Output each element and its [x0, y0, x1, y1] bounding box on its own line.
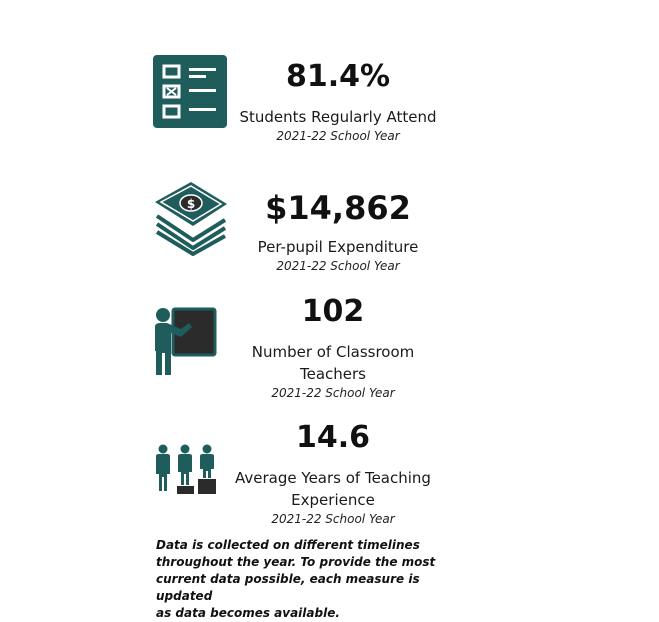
- experience-value: 14.6: [295, 420, 371, 455]
- experience-period: 2021-22 School Year: [271, 512, 395, 526]
- expenditure-period: 2021-22 School Year: [276, 259, 400, 273]
- expenditure-label: Per-pupil Expenditure: [257, 238, 419, 256]
- footnote-line-3: current data possible, each measure is updated: [156, 572, 420, 603]
- experience-label-line1: Average Years of Teaching: [235, 469, 431, 487]
- people-podium-icon: [153, 444, 217, 498]
- expenditure-value: $14,862: [265, 189, 411, 227]
- attendance-period: 2021-22 School Year: [276, 129, 400, 143]
- teachers-label-line1: Number of Classroom: [251, 343, 415, 361]
- attendance-value: 81.4%: [285, 59, 391, 94]
- money-stack-icon: [153, 180, 229, 260]
- footnote-line-1: Data is collected on different timelines: [156, 538, 420, 552]
- teachers-label-line2: Teachers: [300, 365, 366, 383]
- experience-label-line2: Experience: [291, 491, 375, 509]
- attendance-label: Students Regularly Attend: [239, 108, 437, 126]
- teachers-period: 2021-22 School Year: [271, 386, 395, 400]
- teacher-chalkboard-icon: [153, 307, 217, 381]
- data-footnote: [156, 537, 456, 622]
- footnote-line-2: throughout the year. To provide the most: [156, 555, 436, 569]
- attendance-checklist-icon: [153, 55, 227, 132]
- svg-text:$: $: [186, 197, 196, 211]
- teachers-value: 102: [301, 294, 365, 329]
- footnote-line-4: as data becomes available.: [156, 606, 340, 620]
